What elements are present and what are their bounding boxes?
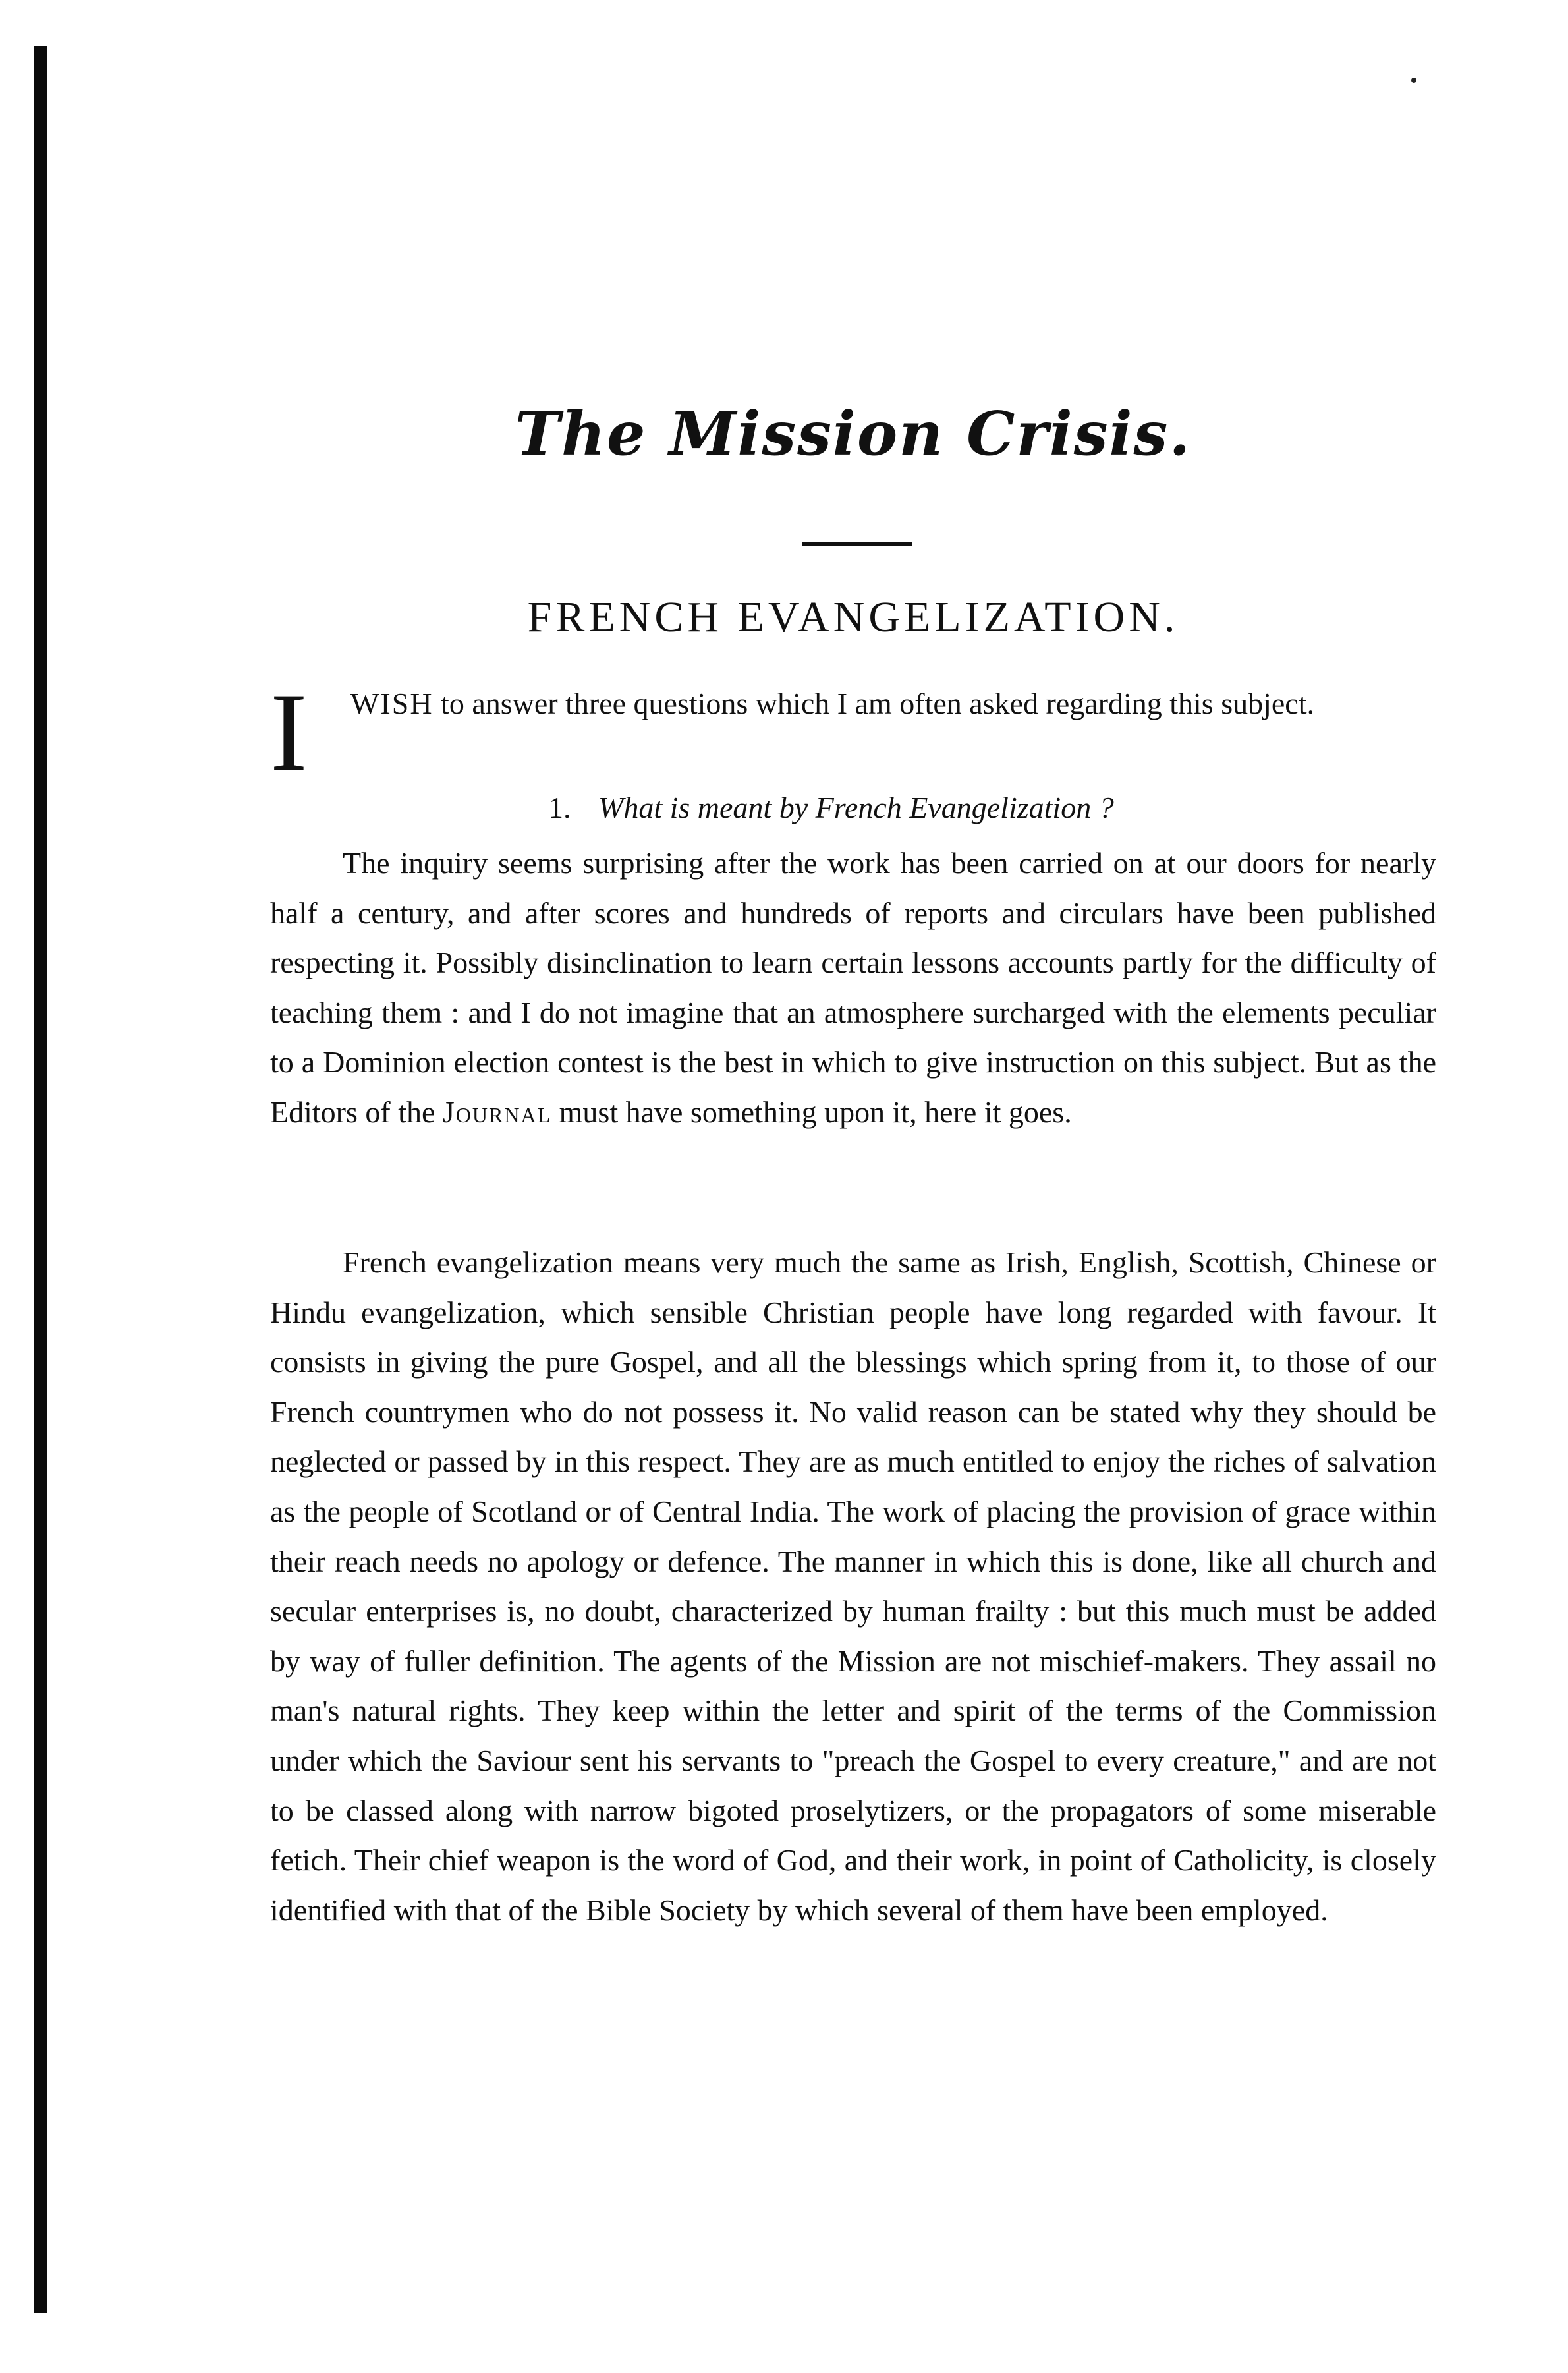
question-number: 1. [548,791,571,824]
question-text: What is meant by French Evangelization ? [598,791,1114,824]
intro-first-word: WISH [350,687,434,720]
running-title: The Mission Crisis. [515,398,1192,469]
journal-name: Journal [442,1095,552,1129]
question-heading [548,783,1436,833]
section-heading: FRENCH EVANGELIZATION. [527,593,1179,641]
title-rule [802,542,912,546]
paragraph-1-text-after: must have something upon it, here it goes. [559,1095,1072,1129]
intro-paragraph [270,670,1436,794]
page [270,0,1436,2373]
scan-binding-edge [34,46,47,2313]
paragraph-1-text-before: The inquiry seems surprising after the work has been carried on at our doors for nearly half a century, and after scores and hundreds of reports and circulars have been published respecting it. Possibly disinclination to learn certain lessons accounts partly for the difficulty of teaching them : and I do not imagine that an atmosphere surcharged with the elements peculiar to a Dominion election contest is the best in which to give instruction on this subject. But as the Editors of the [270,846,1436,1129]
intro-text-block [350,679,1436,729]
drop-cap: I [270,670,308,794]
paragraph-1 [270,838,1436,1137]
intro-text: to answer three questions which I am often asked regarding this subject. [441,687,1315,720]
paragraph-2: French evangelization means very much the same as Irish, English, Scottish, Chinese or Hindu evangelization, which sensible Christian people have long regarded with favour. It consists in giving the pure Gospel, and all the blessings which spring from it, to those of our French countrymen who do not possess it. No valid reason can be stated why they should be neglected or passed by in this respect. They are as much entitled to enjoy the riches of salvation as the people of Scotland or of Central India. The work of placing the provision of grace within their reach needs no apology or defence. The manner in which this is done, like all church and secular enterprises is, no doubt, characterized by human frailty : but this much must be added by way of fuller definition. The agents of the Mission are not mischief-makers. They assail no man's natural rights. They keep within the letter and spirit of the terms of the Commission under which the Saviour sent his servants to "preach the Gospel to every creature," and are not to be classed along with narrow bigoted proselytizers, or the propagators of some miserable fetich. Their chief weapon is the word of God, and their work, in point of Catholicity, is closely identified with that of the Bible Society by which several of them have been employed. [270,1245,1436,1927]
